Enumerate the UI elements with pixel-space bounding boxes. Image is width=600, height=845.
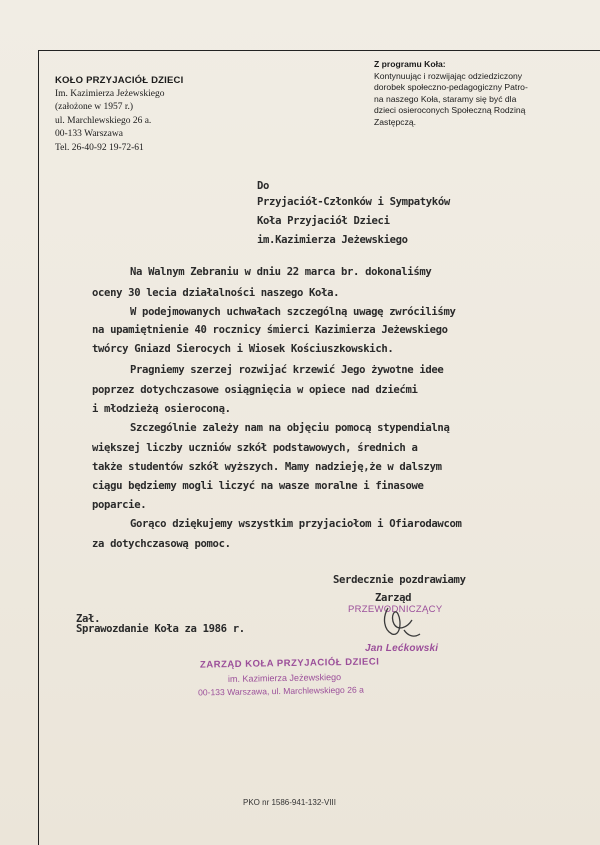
org-name: KOŁO PRZYJACIÓŁ DZIECI xyxy=(55,75,184,86)
program-line: dorobek społeczno-pedagogiczny Patro- xyxy=(374,82,528,93)
org-founded: (założone w 1957 r.) xyxy=(55,102,134,112)
body-line: większej liczby uczniów szkół podstawowych, średnich a xyxy=(92,442,418,454)
org-stamp-address: 00-133 Warszawa, ul. Marchlewskiego 26 a xyxy=(197,684,364,698)
org-patron: Im. Kazimierza Jeżewskiego xyxy=(55,88,165,99)
body-line: Szczególnie zależy nam na objęciu pomocą stypendialną xyxy=(130,422,450,434)
address-line: im.Kazimierza Jeżewskiego xyxy=(257,234,408,246)
program-title: Z programu Koła: xyxy=(374,59,446,69)
chairman-stamp: PRZEWODNICZĄCY xyxy=(348,604,443,615)
body-line: Gorąco dziękujemy wszystkim przyjaciołom i Ofiarodawcom xyxy=(130,518,462,530)
letterhead-block xyxy=(55,74,255,155)
signature-name-stamp: Jan Lećkowski xyxy=(365,643,439,654)
address-line: Przyjaciół-Członków i Sympatyków xyxy=(257,196,450,208)
org-street: ul. Marchlewskiego 26 a. xyxy=(55,115,152,126)
program-line: na naszego Koła, staramy się być dla xyxy=(374,93,517,104)
program-block xyxy=(374,59,574,129)
body-line: poprzez dotychczasowe osiągnięcia w opiece nad dziećmi xyxy=(92,384,418,396)
body-line: poparcie. xyxy=(92,499,147,511)
attachment-label: Zał. xyxy=(76,613,101,625)
body-line: twórcy Gniazd Sierocych i Wiosek Kościuszkowskich. xyxy=(92,343,394,355)
body-line: W podejmowanych uchwałach szczególną uwagę zwróciliśmy xyxy=(130,306,456,318)
body-line: Pragniemy szerzej rozwijać krzewić Jego żywotne idee xyxy=(130,364,444,376)
body-line: także studentów szkół wyższych. Mamy nadzieję,że w dalszym xyxy=(92,461,442,473)
bank-account: PKO nr 1586-941-132-VIII xyxy=(243,798,336,807)
body-line: na upamiętnienie 40 rocznicy śmierci Kazimierza Jeżewskiego xyxy=(92,324,448,336)
body-line: oceny 30 lecia działalności naszego Koła. xyxy=(92,287,340,299)
closing-board: Zarząd xyxy=(375,592,412,604)
body-line: i młodzieżą osieroconą. xyxy=(92,403,231,415)
body-line: Na Walnym Zebraniu w dniu 22 marca br. dokonaliśmy xyxy=(130,266,432,278)
program-line: dzieci osieroconych Społeczną Rodziną xyxy=(374,105,526,116)
program-line: Kontynuując i rozwijając odziedziczony xyxy=(374,70,523,81)
org-phone: Tel. 26-40-92 19-72-61 xyxy=(55,142,144,153)
closing-regards: Serdecznie pozdrawiamy xyxy=(333,574,466,586)
address-line: Koła Przyjaciół Dzieci xyxy=(257,215,390,227)
org-city: 00-133 Warszawa xyxy=(55,129,123,139)
body-line: ciągu będziemy mogli liczyć na wasze moralne i finasowe xyxy=(92,480,424,492)
signature-image xyxy=(374,600,424,644)
program-line: Zastępczą. xyxy=(374,116,417,127)
attachment-text: Sprawozdanie Koła za 1986 r. xyxy=(76,623,245,635)
address-to: Do xyxy=(257,180,270,192)
body-line: za dotychczasową pomoc. xyxy=(92,538,231,550)
org-stamp-patron: im. Kazimierza Jeżewskiego xyxy=(227,672,342,684)
org-stamp-title: ZARZĄD KOŁA PRZYJACIÓŁ DZIECI xyxy=(199,656,380,671)
